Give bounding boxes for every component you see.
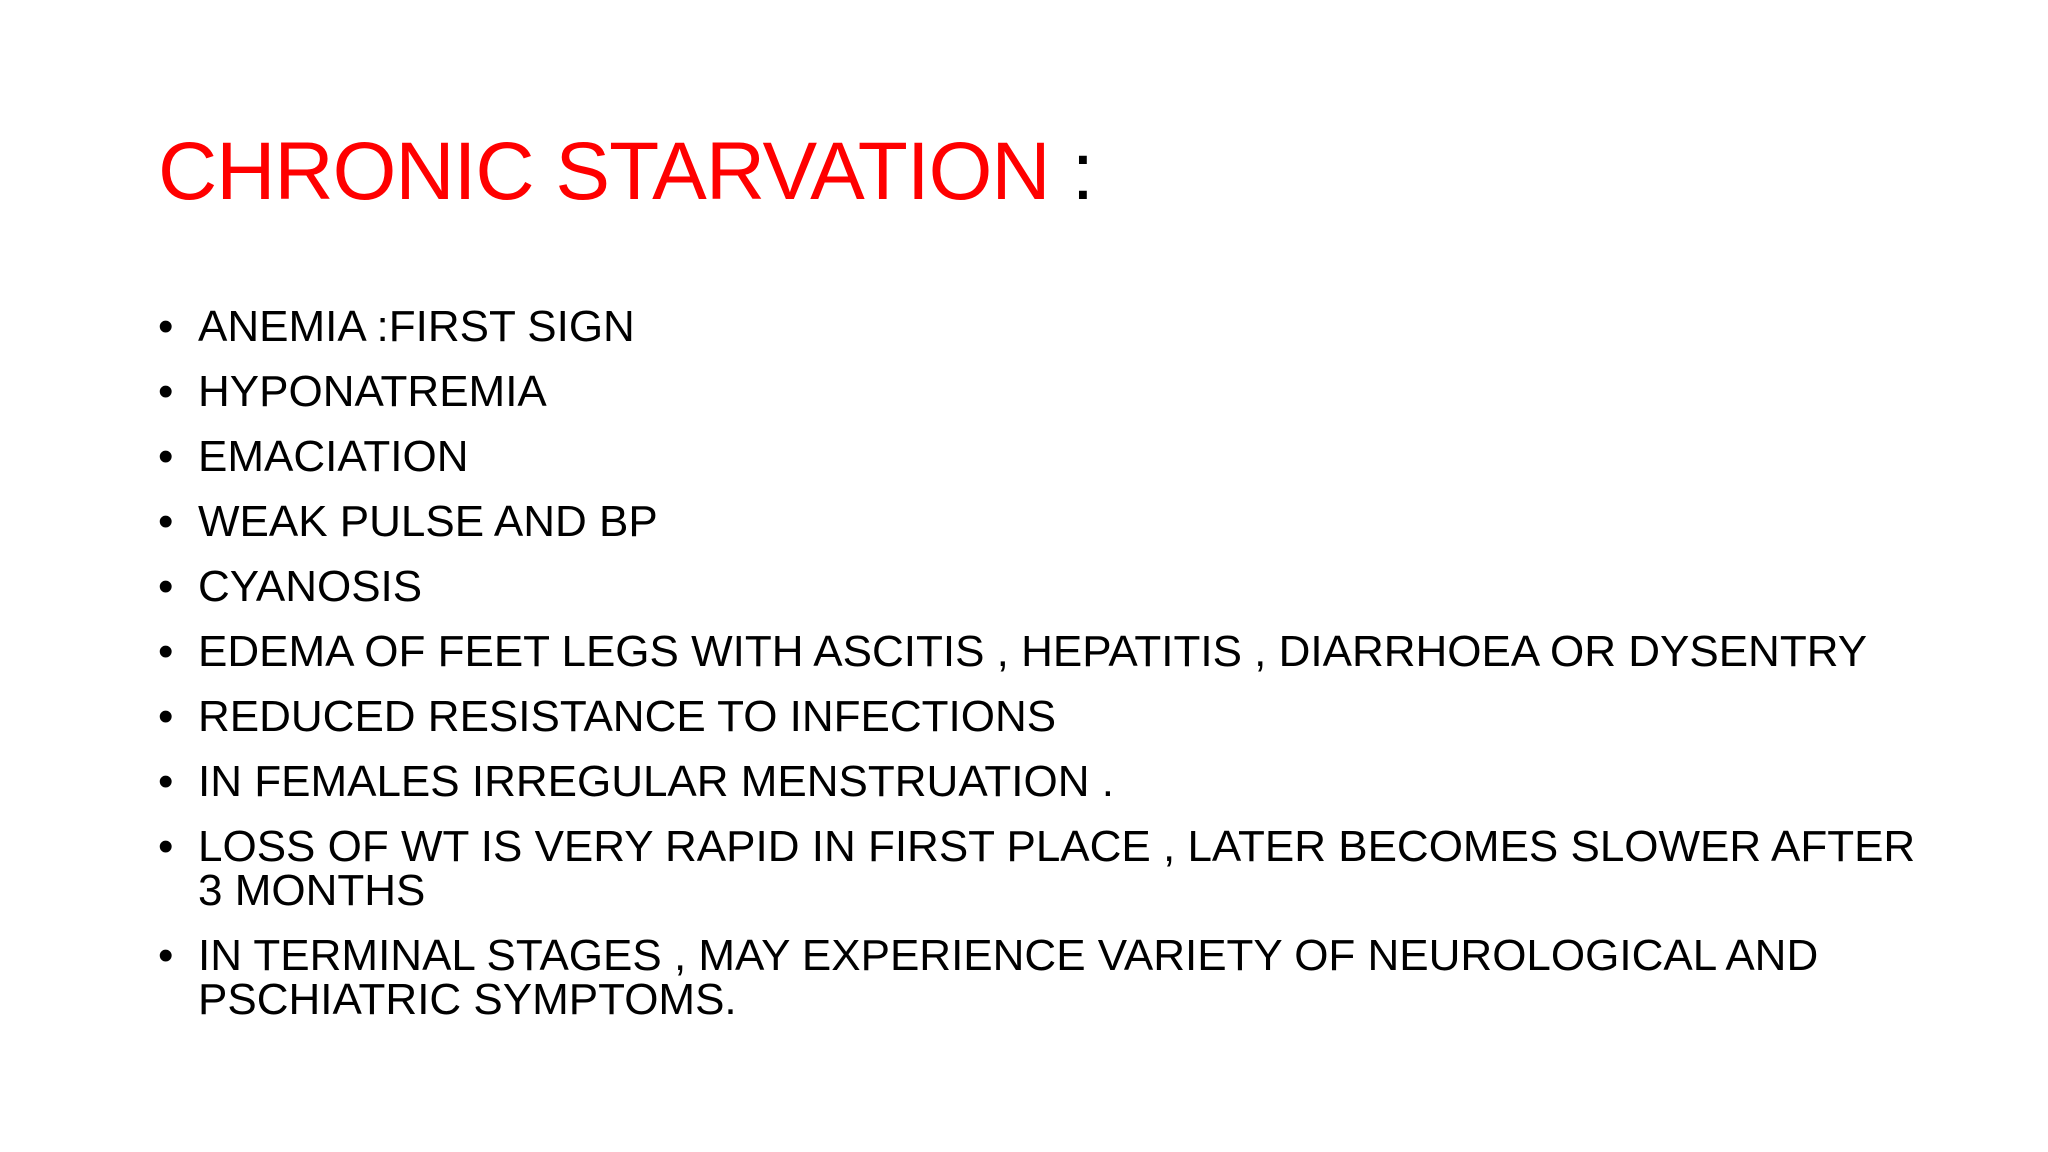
bullet-dot: • <box>158 367 174 416</box>
slide-title-colon: : <box>1049 126 1094 217</box>
bullet-item <box>158 757 1918 806</box>
bullet-item <box>158 692 1918 741</box>
bullet-item <box>158 497 1918 546</box>
bullet-dot: • <box>158 757 174 806</box>
bullet-text: CYANOSIS <box>198 562 423 611</box>
bullet-item <box>158 302 1918 351</box>
bullet-dot: • <box>158 822 174 871</box>
bullet-dot: • <box>158 931 174 980</box>
bullet-item <box>158 432 1918 481</box>
bullet-item <box>158 627 1918 676</box>
bullet-dot: • <box>158 692 174 741</box>
bullet-dot: • <box>158 627 174 676</box>
bullet-text: HYPONATREMIA <box>198 367 547 416</box>
slide-title <box>158 122 1093 222</box>
bullet-dot: • <box>158 497 174 546</box>
bullet-item <box>158 931 1918 1024</box>
bullet-text: EMACIATION <box>198 432 469 481</box>
bullet-dot: • <box>158 432 174 481</box>
bullet-text: LOSS OF WT IS VERY RAPID IN FIRST PLACE , LATER BECOMES SLOWER AFTER 3 MONTHS <box>198 822 1916 915</box>
bullet-item <box>158 367 1918 416</box>
bullet-text: REDUCED RESISTANCE TO INFECTIONS <box>198 692 1057 741</box>
bullet-item <box>158 562 1918 611</box>
bullet-text: EDEMA OF FEET LEGS WITH ASCITIS , HEPATITIS , DIARRHOEA OR DYSENTRY <box>198 627 1868 676</box>
bullet-dot: • <box>158 562 174 611</box>
bullet-list <box>158 302 1918 1043</box>
bullet-text: WEAK PULSE AND BP <box>198 497 658 546</box>
bullet-text: IN FEMALES IRREGULAR MENSTRUATION . <box>198 757 1114 806</box>
bullet-item <box>158 822 1918 915</box>
slide-title-text: CHRONIC STARVATION <box>158 126 1050 217</box>
bullet-dot: • <box>158 302 174 351</box>
bullet-text: IN TERMINAL STAGES , MAY EXPERIENCE VARIETY OF NEUROLOGICAL AND PSCHIATRIC SYMPTOMS. <box>198 931 1819 1024</box>
bullet-text: ANEMIA :FIRST SIGN <box>198 302 635 351</box>
